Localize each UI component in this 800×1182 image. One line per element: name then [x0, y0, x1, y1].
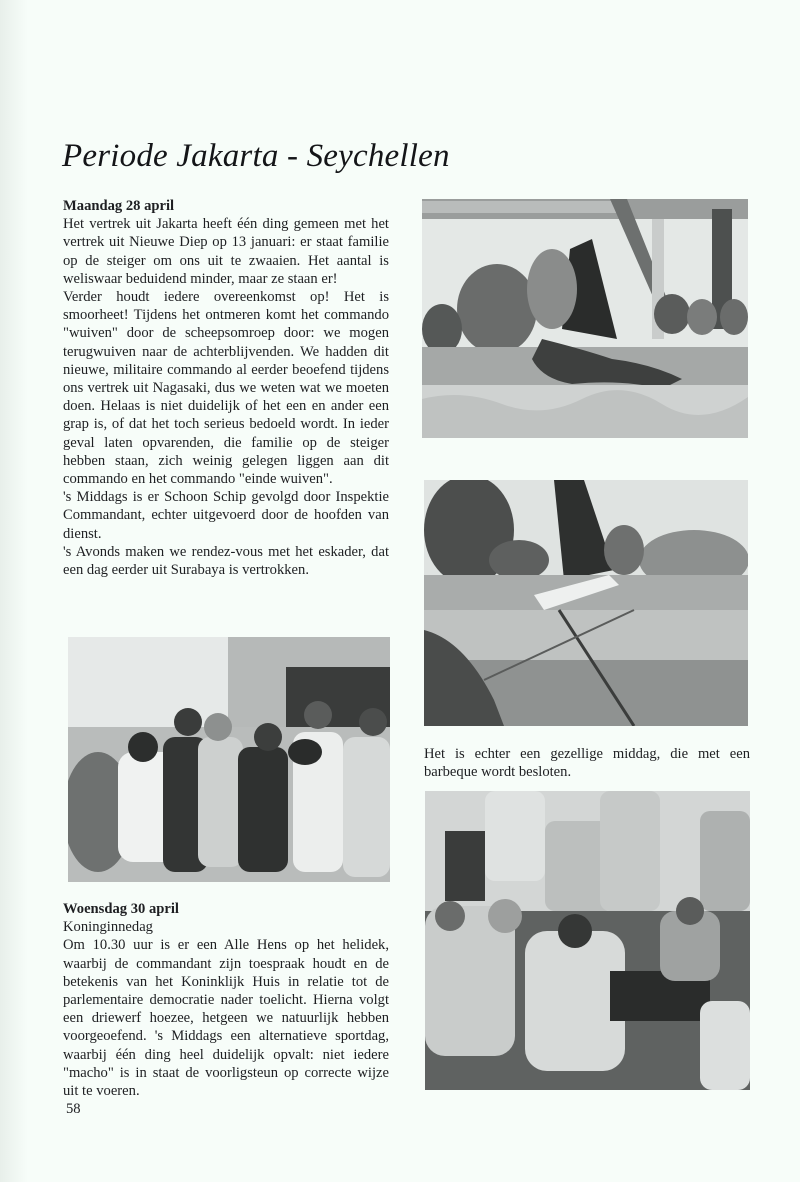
section-subheading: Koninginnedag — [63, 919, 153, 936]
page-edge-shadow — [0, 0, 28, 1182]
page-title: Periode Jakarta - Seychellen — [62, 138, 450, 175]
photo-pool-game-1 — [422, 199, 748, 438]
page-number: 58 — [66, 1101, 81, 1117]
paragraph: Verder houdt iedere overeenkomst op! Het is smoorheet! Tijdens het ontmeren komt het commando "wuiven" door de scheepsomroep door: we mogen terugwuiven naar de achterblijvenden. We hadden dit nieuwe, militaire commando al eerder beoefend tijdens ons vertrek uit Nagasaki, dus we weten wat we moeten doen. Helaas is niet duidelijk of het een en ander een grap is, of dat het toch serieus bedoeld wordt. In ieder geval laten opvarenden, die familie op de steiger hebben staan, zich weinig gelegen liggen aan dit commando en het commando "einde wuiven". — [63, 289, 389, 488]
section-woensdag — [63, 900, 389, 1100]
photo-deck-sports — [68, 637, 390, 882]
paragraph: 's Middags is er Schoon Schip gevolgd door Inspektie Commandant, echter uitgevoerd door de hoofden van dienst. — [63, 489, 389, 542]
paragraph: 's Avonds maken we rendez-vous met het eskader, dat een dag eerder uit Surabaya is vertrokken. — [63, 543, 389, 579]
paragraph: Het vertrek uit Jakarta heeft één ding gemeen met het vertrek uit Nieuwe Diep op 13 januari: er staat familie op de steiger om ons uit te zwaaien. Het aantal is weliswaar beduidend minder, maar ze staan er! — [63, 216, 389, 287]
paragraph: Om 10.30 uur is er een Alle Hens op het helidek, waarbij de commandant zijn toespraak houdt en de betekenis van het Koninklijk Huis in relatie tot de parlementaire democratie nader toelicht. Hierna volgt een driewerf hoezee, hetgeen we natuurlijk hebben voorgeoefend. 's Middags een alternatieve sportdag, waarbij één ding heel duidelijk opvalt: niet iedere "macho" is in staat de voorligsteun op correcte wijze uit te voeren. — [63, 937, 389, 1100]
section-heading: Woensdag 30 april — [63, 901, 179, 917]
photo-barbeque — [425, 791, 750, 1090]
photo-pool-game-2 — [424, 480, 748, 726]
photo-caption: Het is echter een gezellige middag, die met een barbeque wordt besloten. — [424, 746, 750, 781]
section-maandag — [63, 197, 389, 579]
section-heading: Maandag 28 april — [63, 198, 175, 214]
